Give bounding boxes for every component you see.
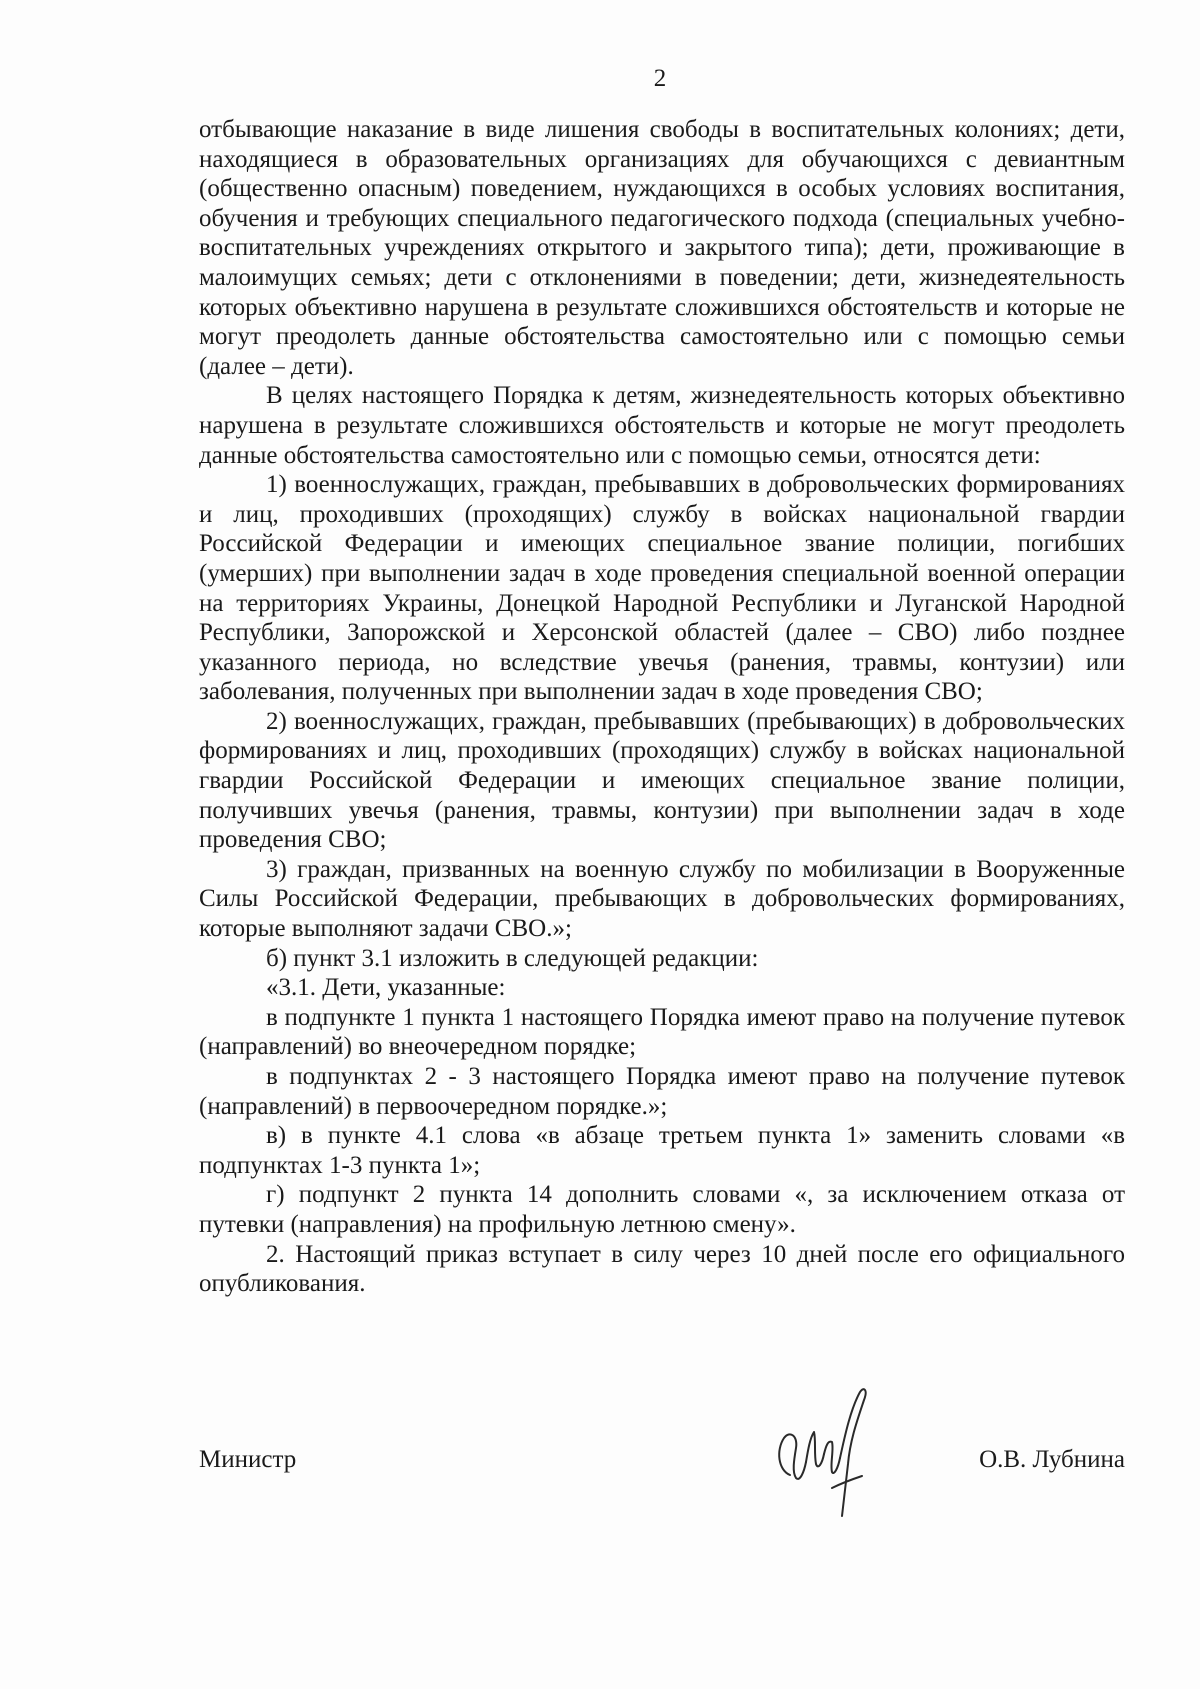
paragraph-2: В целях настоящего Порядка к детям, жизнедеятельность которых объективно нарушена в результате сложившихся обстоятельств и которые не могут преодолеть данные обстоятельства самостоятельно или с помощью семьи, относятся дети: [199, 382, 1125, 469]
signature-block [199, 1445, 1125, 1485]
paragraph-5: 3) граждан, призванных на военную службу по мобилизации в Вооруженные Силы Российской Федерации, пребывающих в добровольческих формированиях, которые выполняют задачи СВО.»; [199, 855, 1125, 943]
paragraph-11: г) подпункт 2 пункта 14 дополнить словами «, за исключением отказа от путевки (направления) на профильную летнюю смену». [199, 1181, 1125, 1238]
paragraph-4: 2) военнослужащих, граждан, пребывавших (пребывающих) в добровольческих формированиях и лиц, проходивших (проходящих) службу в войсках национальной гвардии Российской Федерации и имеющих специальное звание полиции, получивших увечья (ранения, травмы, контузии) при выполнении задач в ходе проведения СВО; [199, 707, 1125, 854]
document-body [199, 115, 1125, 1299]
paragraph-12: 2. Настоящий приказ вступает в силу через 10 дней после его официального опубликования. [199, 1240, 1125, 1298]
paragraph-1: отбывающие наказание в виде лишения свободы в воспитательных колониях; дети, находящиеся в образовательных организациях для обучающихся с девиантным (общественно опасным) поведением, нуждающихся в особых условиях воспитания, обучения и требующих специального педагогического подхода (специальных учебно-воспитательных учреждениях открытого и закрытого типа); дети, проживающие в малоимущих семьях; дети с отклонениями в поведении; дети, жизнедеятельность которых объективно нарушена в результате сложившихся обстоятельств и которые не могут преодолеть данные обстоятельства самостоятельно или с помощью семьи (далее – дети). [199, 116, 1125, 380]
page-number: 2 [653, 65, 667, 92]
paragraph-10: в) в пункте 4.1 слова «в абзаце третьем пункта 1» заменить словами «в подпунктах 1-3 пункта 1»; [199, 1122, 1125, 1179]
paragraph-6: б) пункт 3.1 изложить в следующей редакции: [266, 944, 759, 972]
signatory-title: Министр [199, 1446, 297, 1473]
paragraph-8: в подпункте 1 пункта 1 настоящего Порядка имеют право на получение путевок (направлений) во внеочередном порядке; [199, 1003, 1125, 1061]
handwritten-signature-icon [770, 1380, 880, 1530]
paragraph-7: «3.1. Дети, указанные: [266, 974, 506, 1002]
paragraph-3: 1) военнослужащих, граждан, пребывавших в добровольческих формированиях и лиц, проходивших (проходящих) службу в войсках национальной гвардии Российской Федерации и имеющих специальное звание полиции, погибших (умерших) при выполнении задач в ходе проведения специальной военной операции на территориях Украины, Донецкой Народной Республики и Луганской Народной Республики, Запорожской и Херсонской областей (далее – СВО) либо позднее указанного периода, но вследствие увечья (ранения, травмы, контузии) или заболевания, полученных при выполнении задач в ходе проведения СВО; [199, 471, 1125, 706]
paragraph-9: в подпунктах 2 - 3 настоящего Порядка имеют право на получение путевок (направлений) в первоочередном порядке.»; [199, 1063, 1125, 1120]
signatory-name: О.В. Лубнина [979, 1446, 1125, 1473]
